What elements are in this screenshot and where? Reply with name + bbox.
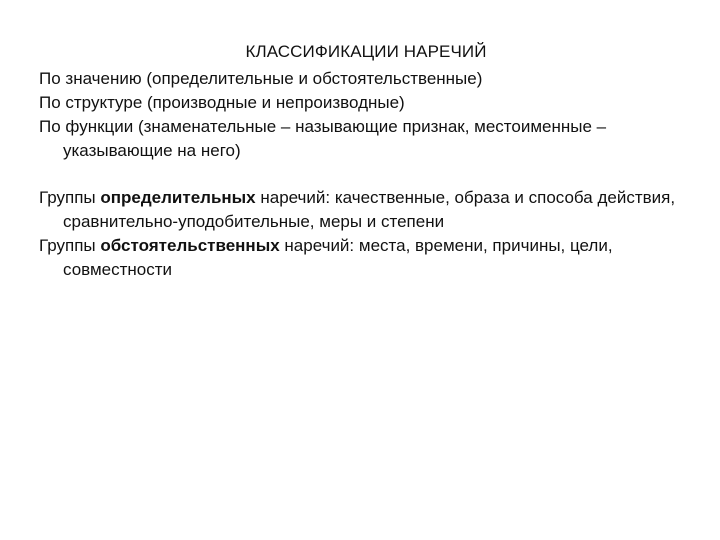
slide-body <box>39 67 679 282</box>
group-definitive-adverbs <box>39 186 679 234</box>
group-description: наречий: места, времени, причины, цели, совместности <box>63 236 613 279</box>
group-circumstantial-adverbs <box>39 234 679 282</box>
classification-item-meaning: По значению (определительные и обстоятельственные) <box>39 69 483 88</box>
group-prefix: Группы <box>39 188 101 207</box>
group-term: определительных <box>100 188 256 207</box>
group-description: наречий: качественные, образа и способа действия, сравнительно-уподобительные, меры и степени <box>63 188 676 231</box>
slide-title <box>0 40 720 64</box>
group-term: обстоятельственных <box>100 236 280 255</box>
group-prefix: Группы <box>39 236 101 255</box>
classification-item-structure: По структуре (производные и непроизводные) <box>39 93 405 112</box>
classification-item-function: По функции (знаменательные – называющие признак, местоименные – указывающие на него) <box>39 117 607 160</box>
slide-title-text: КЛАССИФИКАЦИИ НАРЕЧИЙ <box>245 42 487 61</box>
paragraph-spacer <box>39 163 679 186</box>
